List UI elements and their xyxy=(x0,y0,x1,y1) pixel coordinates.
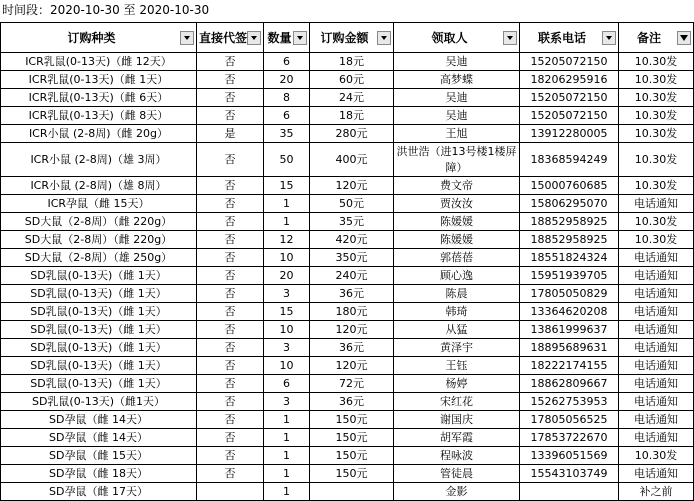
cell-direct-sign[interactable]: 否 xyxy=(196,411,263,429)
cell-order-type[interactable]: SD孕鼠（雌 14天） xyxy=(1,429,197,447)
cell-quantity[interactable]: 10 xyxy=(264,321,310,339)
cell-amount[interactable]: 36元 xyxy=(309,285,393,303)
cell-recipient[interactable]: 陈媛媛 xyxy=(393,231,519,249)
cell-quantity[interactable]: 20 xyxy=(264,71,310,89)
cell-direct-sign[interactable]: 否 xyxy=(196,393,263,411)
header-recipient xyxy=(393,23,519,53)
cell-recipient[interactable]: 贾汝汝 xyxy=(393,195,519,213)
cell-remark[interactable]: 电话通知 xyxy=(618,267,693,285)
cell-order-type[interactable]: SD大鼠（2-8周）（雄 250g） xyxy=(1,249,197,267)
cell-order-type[interactable]: ICR乳鼠(0-13天)（雌 6天） xyxy=(1,89,197,107)
cell-phone[interactable]: 15262753953 xyxy=(519,393,618,411)
cell-recipient[interactable]: 金影 xyxy=(393,483,519,501)
cell-remark[interactable]: 电话通知 xyxy=(618,339,693,357)
cell-phone[interactable]: 15205072150 xyxy=(519,89,618,107)
table-body xyxy=(1,53,694,501)
cell-phone[interactable]: 13912280005 xyxy=(519,125,618,143)
cell-remark[interactable]: 10.30发 xyxy=(618,213,693,231)
cell-quantity[interactable]: 8 xyxy=(264,89,310,107)
cell-direct-sign[interactable]: 否 xyxy=(196,177,263,195)
cell-order-type[interactable]: SD孕鼠（雌 17天） xyxy=(1,483,197,501)
cell-remark[interactable]: 10.30发 xyxy=(618,447,693,465)
table-row[interactable] xyxy=(1,447,694,465)
cell-direct-sign[interactable]: 否 xyxy=(196,429,263,447)
cell-quantity[interactable]: 10 xyxy=(264,249,310,267)
table-row[interactable] xyxy=(1,411,694,429)
cell-recipient[interactable]: 黄泽宇 xyxy=(393,339,519,357)
cell-remark[interactable]: 电话通知 xyxy=(618,375,693,393)
order-table xyxy=(0,22,694,501)
cell-recipient[interactable]: 费文帝 xyxy=(393,177,519,195)
cell-phone[interactable]: 18852958925 xyxy=(519,213,618,231)
cell-phone[interactable]: 13396051569 xyxy=(519,447,618,465)
funnel-icon xyxy=(680,35,688,41)
table-row[interactable] xyxy=(1,285,694,303)
cell-quantity[interactable]: 12 xyxy=(264,231,310,249)
cell-order-type[interactable]: SD孕鼠（雌 18天） xyxy=(1,465,197,483)
header-label: 领取人 xyxy=(431,30,468,45)
cell-remark[interactable]: 电话通知 xyxy=(618,393,693,411)
header-label: 数量 xyxy=(267,30,292,45)
cell-remark[interactable]: 10.30发 xyxy=(618,177,693,195)
cell-order-type[interactable]: ICR孕鼠（雌 15天） xyxy=(1,195,197,213)
cell-phone[interactable]: 15205072150 xyxy=(519,107,618,125)
cell-amount[interactable]: 150元 xyxy=(309,411,393,429)
cell-phone[interactable]: 15000760685 xyxy=(519,177,618,195)
cell-direct-sign[interactable]: 否 xyxy=(196,71,263,89)
cell-order-type[interactable]: ICR乳鼠(0-13天)（雌 8天） xyxy=(1,107,197,125)
cell-order-type[interactable]: ICR小鼠 (2-8周)（雌 20g） xyxy=(1,125,197,143)
cell-quantity[interactable]: 3 xyxy=(264,285,310,303)
cell-recipient[interactable]: 高梦蝶 xyxy=(393,71,519,89)
cell-quantity[interactable]: 15 xyxy=(264,303,310,321)
table-row[interactable] xyxy=(1,71,694,89)
cell-phone[interactable]: 15543103749 xyxy=(519,465,618,483)
cell-amount[interactable]: 350元 xyxy=(309,249,393,267)
header-label: 订购金额 xyxy=(320,30,369,45)
cell-remark[interactable]: 10.30发 xyxy=(618,143,693,177)
cell-amount[interactable]: 150元 xyxy=(309,429,393,447)
cell-quantity[interactable]: 1 xyxy=(264,411,310,429)
cell-recipient[interactable]: 洪世浩（进13号楼1楼屏障） xyxy=(393,143,519,177)
table-row[interactable] xyxy=(1,249,694,267)
cell-recipient[interactable]: 吴迪 xyxy=(393,107,519,125)
cell-phone[interactable]: 15806295070 xyxy=(519,195,618,213)
cell-phone[interactable]: 17805056525 xyxy=(519,411,618,429)
table-row[interactable] xyxy=(1,231,694,249)
cell-order-type[interactable]: SD乳鼠(0-13天)（雌1天） xyxy=(1,393,197,411)
header-row xyxy=(1,23,694,53)
cell-remark[interactable]: 10.30发 xyxy=(618,125,693,143)
cell-phone[interactable]: 18862809667 xyxy=(519,375,618,393)
cell-amount[interactable]: 60元 xyxy=(309,71,393,89)
cell-amount[interactable]: 150元 xyxy=(309,465,393,483)
filter-dropdown-icon[interactable] xyxy=(180,31,194,45)
chevron-down-icon xyxy=(184,36,190,40)
cell-direct-sign[interactable]: 否 xyxy=(196,231,263,249)
cell-phone[interactable]: 15951939705 xyxy=(519,267,618,285)
chevron-down-icon xyxy=(507,36,513,40)
cell-direct-sign[interactable]: 否 xyxy=(196,321,263,339)
cell-direct-sign[interactable]: 否 xyxy=(196,375,263,393)
header-amount xyxy=(309,23,393,53)
filter-dropdown-icon[interactable] xyxy=(247,31,261,45)
cell-remark[interactable]: 电话通知 xyxy=(618,429,693,447)
cell-amount[interactable]: 18元 xyxy=(309,107,393,125)
cell-order-type[interactable]: SD孕鼠（雌 14天） xyxy=(1,411,197,429)
cell-quantity[interactable]: 50 xyxy=(264,143,310,177)
cell-remark[interactable]: 电话通知 xyxy=(618,357,693,375)
cell-quantity[interactable]: 3 xyxy=(264,339,310,357)
cell-phone[interactable]: 18895689631 xyxy=(519,339,618,357)
cell-direct-sign[interactable]: 否 xyxy=(196,465,263,483)
cell-remark[interactable]: 电话通知 xyxy=(618,285,693,303)
cell-quantity[interactable]: 35 xyxy=(264,125,310,143)
table-row[interactable] xyxy=(1,321,694,339)
cell-amount[interactable]: 72元 xyxy=(309,375,393,393)
table-row[interactable] xyxy=(1,195,694,213)
cell-recipient[interactable]: 顾心逸 xyxy=(393,267,519,285)
cell-quantity[interactable]: 6 xyxy=(264,107,310,125)
filter-funnel-icon[interactable] xyxy=(677,31,691,45)
cell-recipient[interactable]: 程咏波 xyxy=(393,447,519,465)
cell-amount[interactable]: 35元 xyxy=(309,213,393,231)
cell-quantity[interactable]: 1 xyxy=(264,483,310,501)
table-row[interactable] xyxy=(1,143,694,177)
chevron-down-icon xyxy=(251,36,257,40)
cell-recipient[interactable]: 宋红花 xyxy=(393,393,519,411)
cell-phone[interactable]: 18206295916 xyxy=(519,71,618,89)
cell-recipient[interactable]: 陈晨 xyxy=(393,285,519,303)
header-direct-sign xyxy=(196,23,263,53)
table-row[interactable] xyxy=(1,177,694,195)
table-row[interactable] xyxy=(1,357,694,375)
cell-order-type[interactable]: SD乳鼠(0-13天)（雌 1天） xyxy=(1,357,197,375)
cell-amount[interactable] xyxy=(309,483,393,501)
cell-direct-sign[interactable]: 否 xyxy=(196,447,263,465)
cell-amount[interactable]: 180元 xyxy=(309,303,393,321)
cell-direct-sign[interactable]: 否 xyxy=(196,143,263,177)
cell-quantity[interactable]: 6 xyxy=(264,53,310,71)
cell-quantity[interactable]: 1 xyxy=(264,465,310,483)
cell-amount[interactable]: 400元 xyxy=(309,143,393,177)
cell-order-type[interactable]: SD乳鼠(0-13天)（雌 1天） xyxy=(1,375,197,393)
cell-amount[interactable]: 280元 xyxy=(309,125,393,143)
cell-order-type[interactable]: ICR小鼠 (2-8周)（雄 8周） xyxy=(1,177,197,195)
cell-direct-sign[interactable]: 否 xyxy=(196,267,263,285)
cell-amount[interactable]: 120元 xyxy=(309,321,393,339)
table-row[interactable] xyxy=(1,393,694,411)
table-row[interactable] xyxy=(1,53,694,71)
cell-amount[interactable]: 420元 xyxy=(309,231,393,249)
cell-phone[interactable]: 13861999637 xyxy=(519,321,618,339)
cell-remark[interactable]: 电话通知 xyxy=(618,465,693,483)
cell-order-type[interactable]: SD孕鼠（雌 15天） xyxy=(1,447,197,465)
cell-direct-sign[interactable] xyxy=(196,483,263,501)
filter-dropdown-icon[interactable] xyxy=(377,31,391,45)
filter-dropdown-icon[interactable] xyxy=(503,31,517,45)
table-row[interactable] xyxy=(1,303,694,321)
cell-recipient[interactable]: 韩琦 xyxy=(393,303,519,321)
cell-phone[interactable]: 18368594249 xyxy=(519,143,618,177)
header-quantity xyxy=(264,23,310,53)
cell-order-type[interactable]: SD乳鼠(0-13天)（雌 1天） xyxy=(1,321,197,339)
cell-quantity[interactable]: 15 xyxy=(264,177,310,195)
cell-amount[interactable]: 240元 xyxy=(309,267,393,285)
cell-recipient[interactable]: 吴迪 xyxy=(393,53,519,71)
cell-amount[interactable]: 120元 xyxy=(309,357,393,375)
table-row[interactable] xyxy=(1,339,694,357)
cell-recipient[interactable]: 从猛 xyxy=(393,321,519,339)
cell-recipient[interactable]: 杨婷 xyxy=(393,375,519,393)
table-row[interactable] xyxy=(1,483,694,501)
cell-direct-sign[interactable]: 否 xyxy=(196,107,263,125)
cell-quantity[interactable]: 20 xyxy=(264,267,310,285)
cell-order-type[interactable]: SD乳鼠(0-13天)（雌 1天） xyxy=(1,267,197,285)
table-row[interactable] xyxy=(1,213,694,231)
cell-amount[interactable]: 50元 xyxy=(309,195,393,213)
filter-dropdown-icon[interactable] xyxy=(293,31,307,45)
cell-recipient[interactable]: 胡军霞 xyxy=(393,429,519,447)
cell-remark[interactable]: 电话通知 xyxy=(618,303,693,321)
filter-dropdown-icon[interactable] xyxy=(602,31,616,45)
table-row[interactable] xyxy=(1,375,694,393)
table-row[interactable] xyxy=(1,429,694,447)
cell-direct-sign[interactable]: 否 xyxy=(196,303,263,321)
cell-phone[interactable] xyxy=(519,483,618,501)
table-row[interactable] xyxy=(1,267,694,285)
cell-quantity[interactable]: 1 xyxy=(264,213,310,231)
cell-order-type[interactable]: ICR乳鼠(0-13天)（雌 12天） xyxy=(1,53,197,71)
table-row[interactable] xyxy=(1,89,694,107)
cell-recipient[interactable]: 王钰 xyxy=(393,357,519,375)
table-row[interactable] xyxy=(1,125,694,143)
cell-quantity[interactable]: 1 xyxy=(264,447,310,465)
cell-remark[interactable]: 电话通知 xyxy=(618,195,693,213)
cell-order-type[interactable]: SD乳鼠(0-13天)（雌 1天） xyxy=(1,339,197,357)
header-phone xyxy=(519,23,618,53)
cell-direct-sign[interactable]: 否 xyxy=(196,53,263,71)
cell-amount[interactable]: 24元 xyxy=(309,89,393,107)
cell-phone[interactable]: 17805050829 xyxy=(519,285,618,303)
cell-remark[interactable]: 10.30发 xyxy=(618,231,693,249)
cell-direct-sign[interactable]: 否 xyxy=(196,213,263,231)
cell-order-type[interactable]: ICR小鼠 (2-8周)（雄 3周） xyxy=(1,143,197,177)
cell-amount[interactable]: 150元 xyxy=(309,447,393,465)
header-label: 订购种类 xyxy=(67,30,116,45)
cell-direct-sign[interactable]: 否 xyxy=(196,339,263,357)
table-row[interactable] xyxy=(1,107,694,125)
cell-quantity[interactable]: 10 xyxy=(264,357,310,375)
cell-phone[interactable]: 13364620208 xyxy=(519,303,618,321)
cell-recipient[interactable]: 管徒晨 xyxy=(393,465,519,483)
cell-remark[interactable]: 10.30发 xyxy=(618,89,693,107)
cell-phone[interactable]: 15205072150 xyxy=(519,53,618,71)
cell-order-type[interactable]: SD乳鼠(0-13天)（雌 1天） xyxy=(1,285,197,303)
cell-direct-sign[interactable]: 否 xyxy=(196,285,263,303)
cell-recipient[interactable]: 陈媛媛 xyxy=(393,213,519,231)
cell-amount[interactable]: 120元 xyxy=(309,177,393,195)
time-period-label: 时间段：2020-10-30 至 2020-10-30 xyxy=(2,3,210,17)
cell-remark[interactable]: 补之前 xyxy=(618,483,693,501)
cell-order-type[interactable]: ICR乳鼠(0-13天)（雌 1天） xyxy=(1,71,197,89)
cell-remark[interactable]: 电话通知 xyxy=(618,321,693,339)
table-row[interactable] xyxy=(1,465,694,483)
cell-phone[interactable]: 18551824324 xyxy=(519,249,618,267)
cell-recipient[interactable]: 谢国庆 xyxy=(393,411,519,429)
cell-order-type[interactable]: SD乳鼠(0-13天)（雌 1天） xyxy=(1,303,197,321)
cell-direct-sign[interactable]: 否 xyxy=(196,357,263,375)
header-label: 备注 xyxy=(636,30,661,45)
chevron-down-icon xyxy=(297,36,303,40)
cell-remark[interactable]: 10.30发 xyxy=(618,71,693,89)
cell-remark[interactable]: 10.30发 xyxy=(618,107,693,125)
chevron-down-icon xyxy=(606,36,612,40)
cell-remark[interactable]: 电话通知 xyxy=(618,411,693,429)
cell-direct-sign[interactable]: 是 xyxy=(196,125,263,143)
header-label: 联系电话 xyxy=(537,30,586,45)
cell-amount[interactable]: 36元 xyxy=(309,393,393,411)
cell-recipient[interactable]: 吴迪 xyxy=(393,89,519,107)
cell-phone[interactable]: 17853722670 xyxy=(519,429,618,447)
cell-amount[interactable]: 18元 xyxy=(309,53,393,71)
cell-phone[interactable]: 18222174155 xyxy=(519,357,618,375)
cell-quantity[interactable]: 6 xyxy=(264,375,310,393)
cell-direct-sign[interactable]: 否 xyxy=(196,195,263,213)
cell-quantity[interactable]: 3 xyxy=(264,393,310,411)
cell-phone[interactable]: 18852958925 xyxy=(519,231,618,249)
chevron-down-icon xyxy=(381,36,387,40)
cell-remark[interactable]: 10.30发 xyxy=(618,53,693,71)
cell-recipient[interactable]: 王旭 xyxy=(393,125,519,143)
cell-recipient[interactable]: 郭蓓蓓 xyxy=(393,249,519,267)
cell-direct-sign[interactable]: 否 xyxy=(196,89,263,107)
cell-quantity[interactable]: 1 xyxy=(264,429,310,447)
cell-order-type[interactable]: SD大鼠（2-8周）（雌 220g） xyxy=(1,231,197,249)
header-order-type xyxy=(1,23,197,53)
cell-order-type[interactable]: SD大鼠（2-8周）（雌 220g） xyxy=(1,213,197,231)
cell-remark[interactable]: 电话通知 xyxy=(618,249,693,267)
cell-quantity[interactable]: 1 xyxy=(264,195,310,213)
cell-direct-sign[interactable]: 否 xyxy=(196,249,263,267)
cell-amount[interactable]: 36元 xyxy=(309,339,393,357)
header-label: 直接代签 xyxy=(198,30,247,45)
header-remark xyxy=(618,23,693,53)
